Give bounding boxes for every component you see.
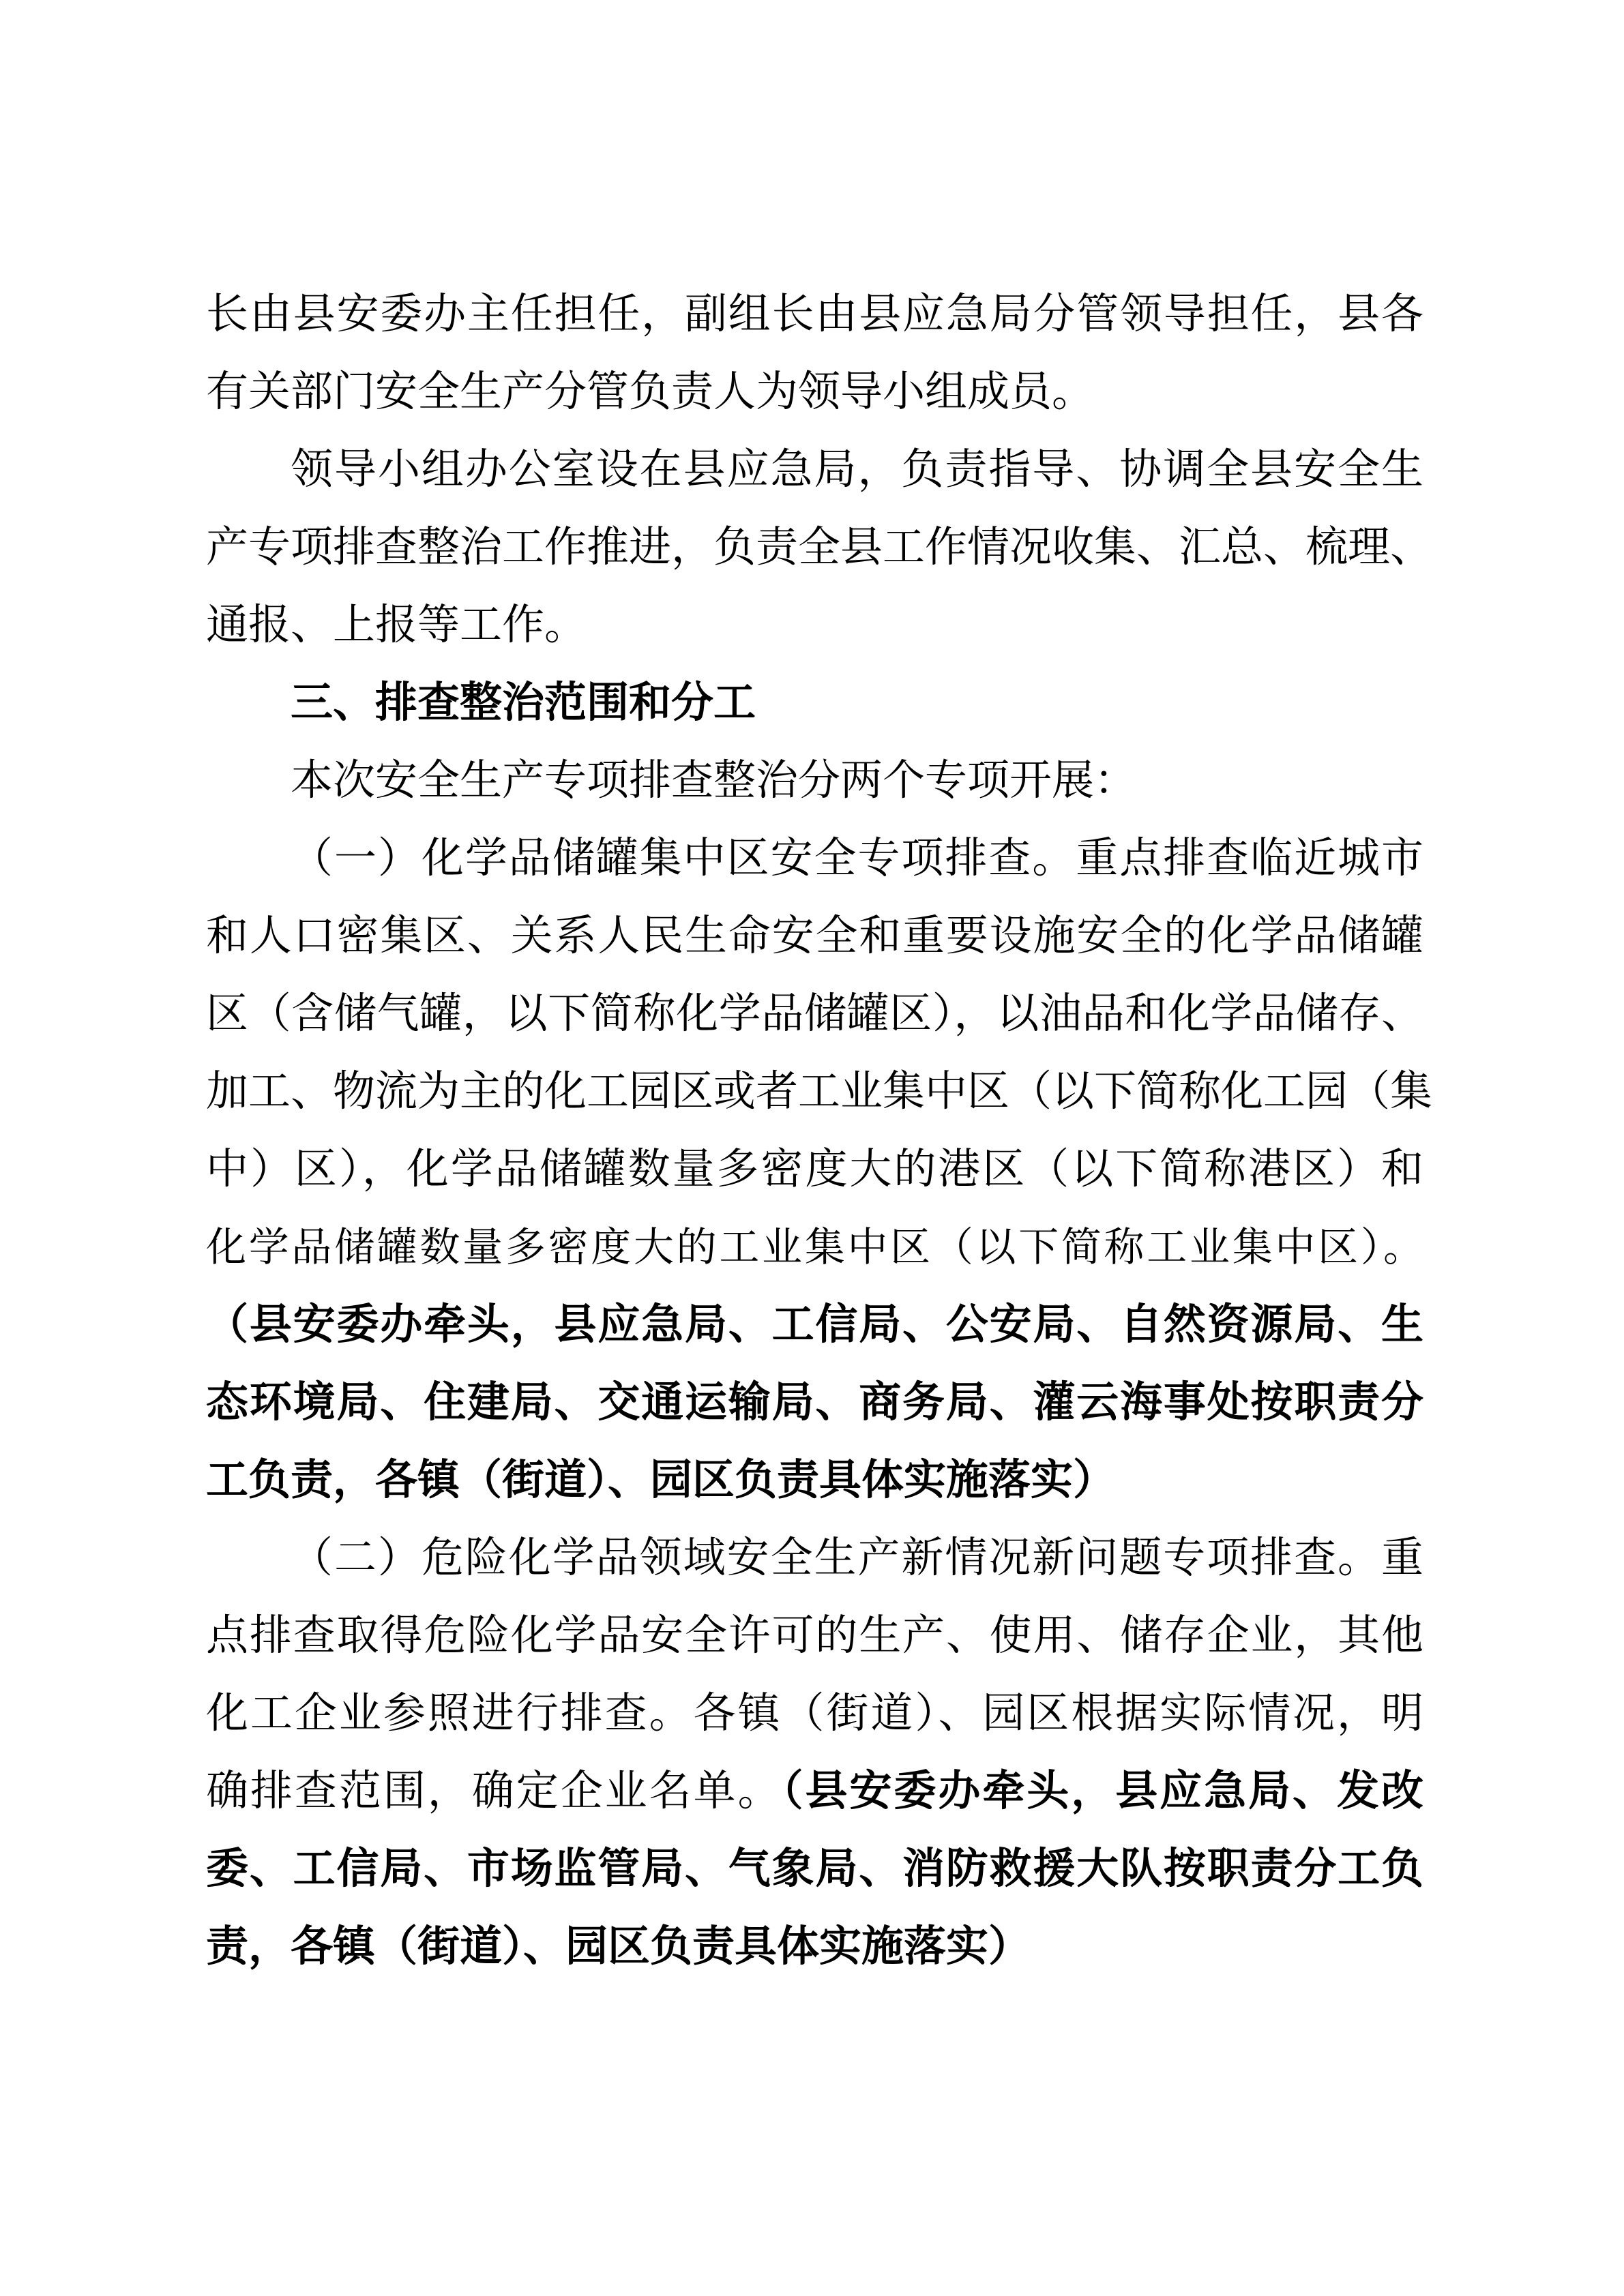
document-body	[206, 275, 1433, 1986]
text-line-bold: （县安委办牵头，县应急局、工信局、公安局、自然资源局、生	[206, 1301, 1423, 1348]
text-line: 区（含储气罐，以下简称化学品储罐区），以油品和化学品储存、	[206, 991, 1423, 1037]
text-segment-bold: （县安委办牵头，县应急局、发改	[782, 1768, 1423, 1815]
text-line: 化工企业参照进行排查。各镇（街道）、园区根据实际情况，明	[206, 1690, 1423, 1737]
text-line: 点排查取得危险化学品安全许可的生产、使用、储存企业，其他	[206, 1613, 1423, 1659]
text-line-bold: 工负责，各镇（街道）、园区负责具体实施落实）	[206, 1457, 1116, 1504]
text-line: 本次安全生产专项排查整治分两个专项开展：	[291, 758, 1137, 804]
text-line: 中）区），化学品储罐数量多密度大的港区（以下简称港区）和	[206, 1146, 1423, 1193]
text-line: （二）危险化学品领域安全生产新情况新问题专项排查。重	[291, 1535, 1423, 1581]
text-line: 有关部门安全生产分管负责人为领导小组成员。	[206, 369, 1095, 415]
text-line: 加工、物流为主的化工园区或者工业集中区（以下简称化工园（集	[206, 1069, 1433, 1115]
text-line: 长由县安委办主任担任，副组长由县应急局分管领导担任，县各	[206, 291, 1423, 338]
text-line: 化学品储罐数量多密度大的工业集中区（以下简称工业集中区）。	[206, 1225, 1423, 1270]
text-line-mixed	[206, 1753, 1423, 1830]
section-heading: 三、排查整治范围和分工	[291, 679, 756, 726]
text-line: 通报、上报等工作。	[206, 602, 587, 648]
text-line: 产专项排查整治工作推进，负责全县工作情况收集、汇总、梳理、	[206, 524, 1433, 571]
text-line-bold: 态环境局、住建局、交通运输局、商务局、灌云海事处按职责分	[206, 1379, 1423, 1426]
text-line: （一）化学品储罐集中区安全专项排查。重点排查临近城市	[291, 835, 1423, 882]
text-line: 和人口密集区、关系人民生命安全和重要设施安全的化学品储罐	[206, 913, 1423, 959]
text-line-bold: 责，各镇（街道）、园区负责具体实施落实）	[206, 1923, 1031, 1970]
text-line: 领导小组办公室设在县应急局，负责指导、协调全县安全生	[291, 447, 1423, 493]
text-segment-normal: 确排查范围，确定企业名单。	[206, 1768, 782, 1815]
text-line-bold: 委、工信局、市场监管局、气象局、消防救援大队按职责分工负	[206, 1845, 1423, 1892]
